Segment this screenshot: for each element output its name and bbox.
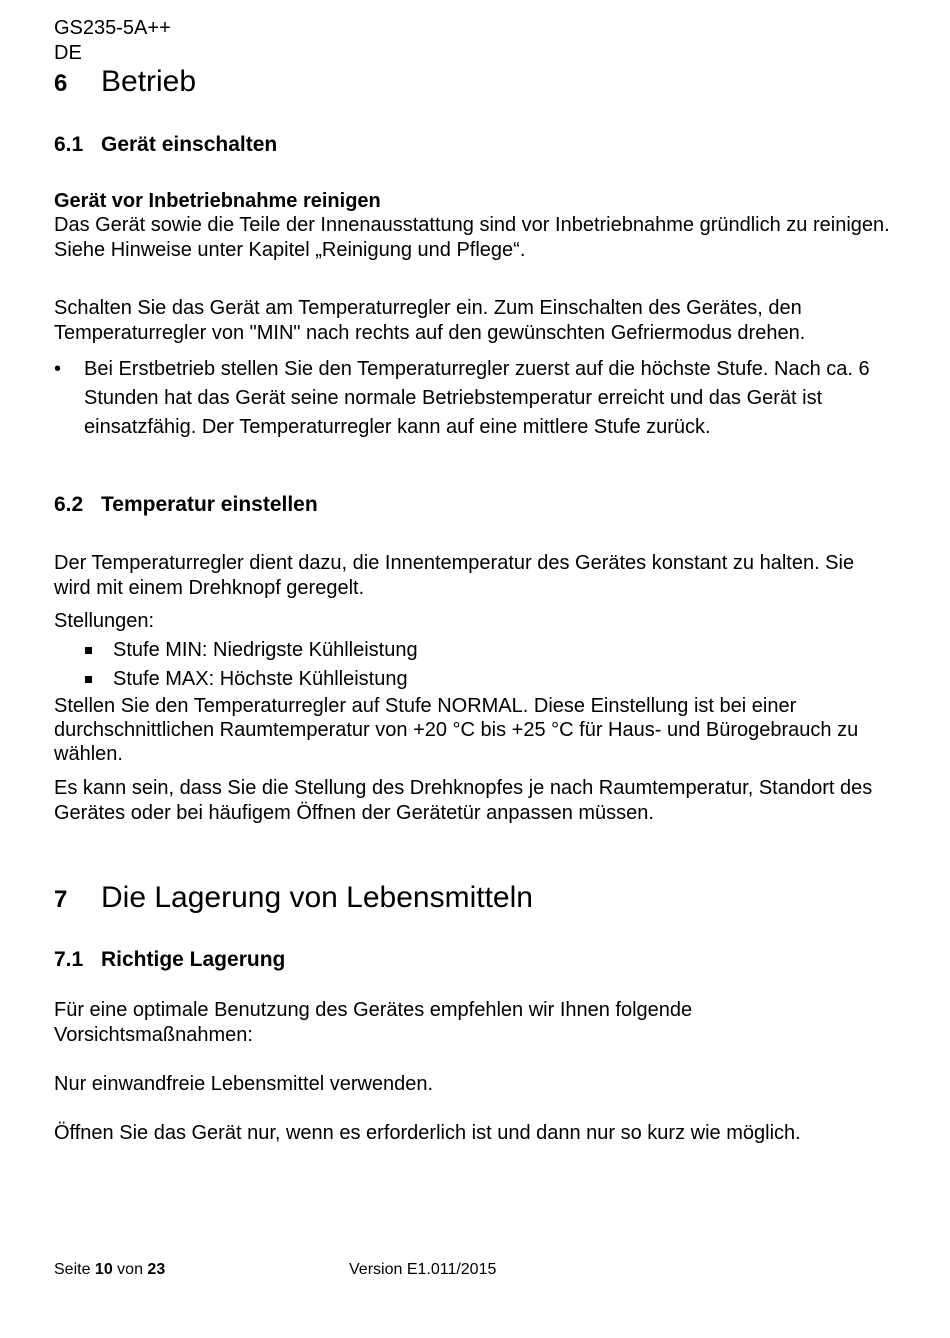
- section-6-number: 6: [54, 70, 68, 97]
- page-number: [54, 1261, 165, 1278]
- paragraph-temp-regulator: Der Temperaturregler dient dazu, die Innentemperatur des Gerätes konstant zu halten. Sie wird mit einem Drehknopf geregelt.: [54, 552, 855, 599]
- paragraph-switch-on: Schalten Sie das Gerät am Temperaturregler ein. Zum Einschalten des Gerätes, den Temperaturregler von "MIN" nach rechts auf den gewünschten Gefriermodus drehen.: [54, 297, 806, 344]
- positions-list: [54, 636, 894, 694]
- section-6-2-heading: [54, 492, 894, 518]
- section-7-1-number: 7.1: [54, 948, 84, 971]
- section-7-heading: [54, 880, 894, 918]
- page-footer: [54, 1260, 894, 1280]
- model-header: GS235-5A++: [54, 17, 171, 39]
- page-prefix: Seite: [54, 1261, 91, 1278]
- page-separator: von: [117, 1261, 143, 1278]
- paragraph-positions: Stellungen:: [54, 610, 155, 632]
- paragraph-normal-setting: Stellen Sie den Temperaturregler auf Stufe NORMAL. Diese Einstellung ist bei einer durchschnittlichen Raumtemperatur von +20 °C bis +25 °C für Haus- und Bürogebrauch zu wählen.: [54, 695, 859, 765]
- page-total: 23: [147, 1261, 166, 1278]
- section-7-1-title: Richtige Lagerung: [101, 948, 286, 971]
- section-6-1-number: 6.1: [54, 133, 84, 156]
- list-item-text: Stufe MIN: Niedrigste Kühlleistung: [113, 639, 418, 661]
- first-operation-list: [54, 355, 894, 442]
- section-6-title: Betrieb: [101, 65, 197, 98]
- section-7-title: Die Lagerung von Lebensmitteln: [101, 881, 533, 914]
- square-bullet-icon: [85, 647, 92, 654]
- section-6-1-heading: [54, 132, 894, 158]
- paragraph-fresh-food: Nur einwandfreie Lebensmittel verwenden.: [54, 1073, 434, 1095]
- section-6-2-title: Temperatur einstellen: [101, 493, 318, 516]
- language-header: DE: [54, 42, 82, 64]
- list-item: [54, 665, 894, 694]
- section-7-1-heading: [54, 947, 894, 973]
- page-current: 10: [94, 1261, 113, 1278]
- paragraph-adjust-knob: Es kann sein, dass Sie die Stellung des Drehknopfes je nach Raumtemperatur, Standort des Gerätes oder bei häufigem Öffnen der Gerätetür anpassen müssen.: [54, 777, 873, 824]
- subheading-cleaning: Gerät vor Inbetriebnahme reinigen: [54, 190, 381, 212]
- section-6-2-number: 6.2: [54, 493, 84, 516]
- document-page: [54, 16, 894, 1146]
- list-item-text: Stufe MAX: Höchste Kühlleistung: [113, 668, 408, 690]
- version-label: Version E1.011/2015: [349, 1261, 497, 1278]
- list-item: [54, 636, 894, 665]
- square-bullet-icon: [85, 676, 92, 683]
- section-6-1-title: Gerät einschalten: [101, 133, 278, 156]
- list-item-text: Bei Erstbetrieb stellen Sie den Temperaturregler zuerst auf die höchste Stufe. Nach ca. 6 Stunden hat das Gerät seine normale Betriebstemperatur erreicht und das Gerät ist einsatzfähig. Der Temperaturregler kann auf eine mittlere Stufe zurück.: [84, 358, 870, 438]
- bullet-icon: •: [54, 358, 62, 380]
- paragraph-open-briefly: Öffnen Sie das Gerät nur, wenn es erforderlich ist und dann nur so kurz wie möglich.: [54, 1122, 801, 1144]
- paragraph-cleaning: Das Gerät sowie die Teile der Innenausstattung sind vor Inbetriebnahme gründlich zu reinigen. Siehe Hinweise unter Kapitel „Reinigung und Pflege“.: [54, 214, 890, 261]
- list-item: [54, 355, 894, 442]
- section-6-heading: [54, 64, 894, 102]
- paragraph-precautions: Für eine optimale Benutzung des Gerätes empfehlen wir Ihnen folgende Vorsichtsmaßnahmen:: [54, 999, 693, 1046]
- section-7-number: 7: [54, 886, 68, 913]
